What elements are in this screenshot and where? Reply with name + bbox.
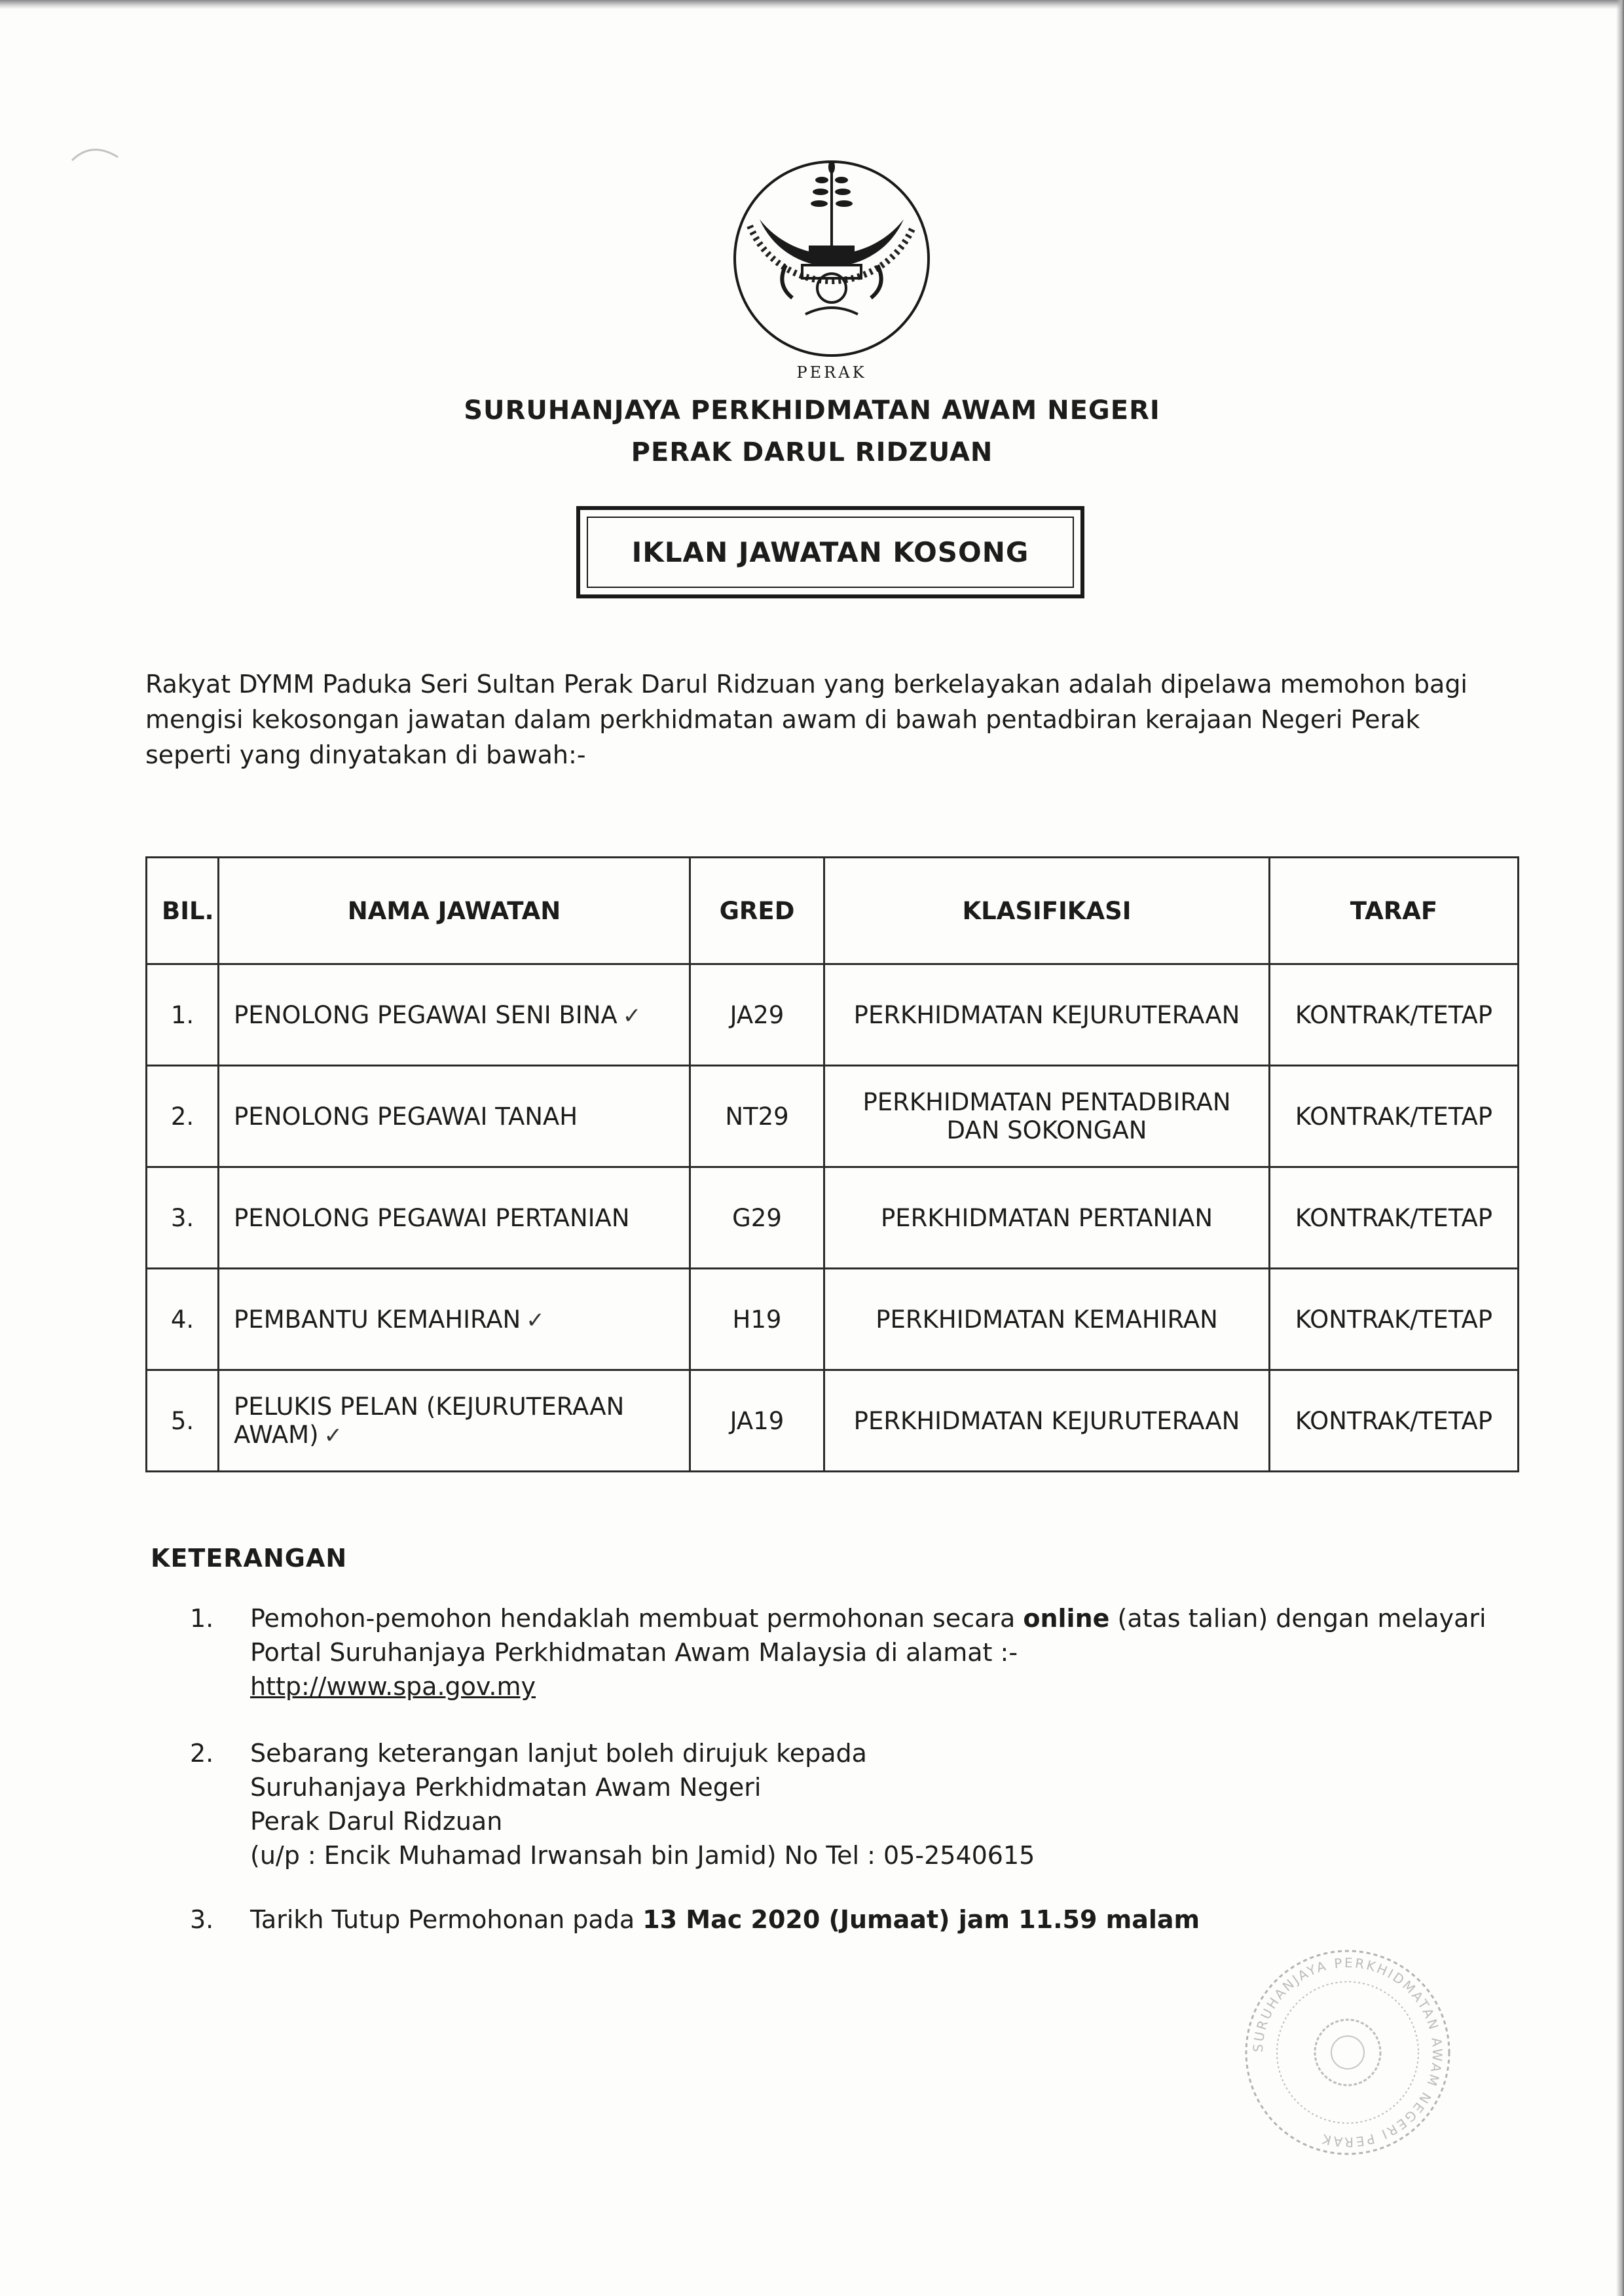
header-bil: BIL. [147,858,219,964]
stamp-text: SURUHANJAYA PERKHIDMATAN AWAM NEGERI PERAK [1249,1954,1446,2151]
note-text: Pemohon-pemohon hendaklah membuat permohonan secara [250,1604,1024,1633]
note-line: Suruhanjaya Perkhidmatan Awam Negeri [250,1773,762,1802]
cell-bil: 5. [147,1370,219,1472]
vacancy-table [145,856,1519,1472]
note-item [190,1903,1486,1937]
note-body [250,1601,1486,1704]
cell-gred: H19 [690,1269,824,1370]
cell-gred: NT29 [690,1066,824,1167]
note-item [190,1736,1486,1872]
cell-nama [219,1269,690,1370]
note-text: (atas talian) dengan melayari Portal Suruhanjaya Perkhidmatan Awam Malaysia di alamat :- [250,1604,1486,1667]
cell-gred: JA19 [690,1370,824,1472]
table-row [147,1370,1519,1472]
table-row [147,964,1519,1066]
org-name-line2: PERAK DARUL RIDZUAN [631,437,993,467]
official-stamp [1223,1941,1472,2164]
cell-nama-text: PELUKIS PELAN (KEJURUTERAAN AWAM) [234,1393,625,1449]
note-bold: online [1023,1604,1110,1633]
check-mark-icon: ✓ [526,1307,545,1334]
cell-nama [219,1370,690,1472]
note-item [190,1601,1486,1704]
notice-title-box [576,506,1084,598]
table-header-row [147,858,1519,964]
cell-klasifikasi: PERKHIDMATAN KEJURUTERAAN [824,1370,1270,1472]
note-number: 3. [190,1905,214,1934]
cell-taraf: KONTRAK/TETAP [1270,1269,1519,1370]
closing-date: 13 Mac 2020 (Jumaat) jam 11.59 malam [642,1905,1200,1934]
scan-edge-right [1616,0,1624,2296]
header-klasifikasi: KLASIFIKASI [824,858,1270,964]
perak-crest-logo [724,147,940,386]
scan-edge-top [0,0,1624,9]
cell-nama [219,964,690,1066]
notice-title: IKLAN JAWATAN KOSONG [587,517,1074,588]
cell-bil: 3. [147,1167,219,1269]
cell-gred: JA29 [690,964,824,1066]
table-row [147,1269,1519,1370]
cell-gred: G29 [690,1167,824,1269]
note-body [250,1736,1486,1872]
org-name-line1: SURUHANJAYA PERKHIDMATAN AWAM NEGERI [464,395,1160,426]
keterangan-title: KETERANGAN [151,1544,348,1573]
cell-taraf: KONTRAK/TETAP [1270,1167,1519,1269]
cell-klasifikasi: PERKHIDMATAN PENTADBIRAN DAN SOKONGAN [824,1066,1270,1167]
scan-mark [65,134,157,173]
cell-taraf: KONTRAK/TETAP [1270,1066,1519,1167]
intro-paragraph: Rakyat DYMM Paduka Seri Sultan Perak Darul Ridzuan yang berkelayakan adalah dipelawa memohon bagi mengisi kekosongan jawatan dalam perkhidmatan awam di bawah pentadbiran kerajaan Negeri Perak seperti yang dinyatakan di bawah:- [145,670,1467,769]
crest-label: PERAK [796,363,867,382]
svg-text:SURUHANJAYA PERKHIDMATAN AWAM [1250,1955,1445,2150]
header-gred: GRED [690,858,824,964]
cell-taraf: KONTRAK/TETAP [1270,964,1519,1066]
cell-nama-text: PEMBANTU KEMAHIRAN [234,1305,521,1334]
cell-bil: 2. [147,1066,219,1167]
header-nama: NAMA JAWATAN [219,858,690,964]
header-taraf: TARAF [1270,858,1519,964]
cell-nama: PENOLONG PEGAWAI PERTANIAN [219,1167,690,1269]
cell-bil: 1. [147,964,219,1066]
cell-nama-text: PENOLONG PEGAWAI SENI BINA [234,1000,618,1029]
note-number: 2. [190,1739,214,1768]
cell-nama: PENOLONG PEGAWAI TANAH [219,1066,690,1167]
cell-klasifikasi: PERKHIDMATAN PERTANIAN [824,1167,1270,1269]
note-line: Perak Darul Ridzuan [250,1807,503,1836]
check-mark-icon: ✓ [622,1002,642,1029]
cell-klasifikasi: PERKHIDMATAN KEJURUTERAAN [824,964,1270,1066]
note-line: (u/p : Encik Muhamad Irwansah bin Jamid) No Tel : 05-2540615 [250,1841,1035,1870]
cell-bil: 4. [147,1269,219,1370]
note-number: 1. [190,1604,214,1633]
note-line: Sebarang keterangan lanjut boleh dirujuk kepada [250,1739,867,1768]
spa-portal-link[interactable]: http://www.spa.gov.my [250,1672,536,1701]
note-body [250,1903,1486,1937]
note-text: Tarikh Tutup Permohonan pada [250,1905,643,1934]
cell-taraf: KONTRAK/TETAP [1270,1370,1519,1472]
cell-klasifikasi: PERKHIDMATAN KEMAHIRAN [824,1269,1270,1370]
table-row [147,1167,1519,1269]
check-mark-icon: ✓ [323,1423,343,1449]
table-row [147,1066,1519,1167]
